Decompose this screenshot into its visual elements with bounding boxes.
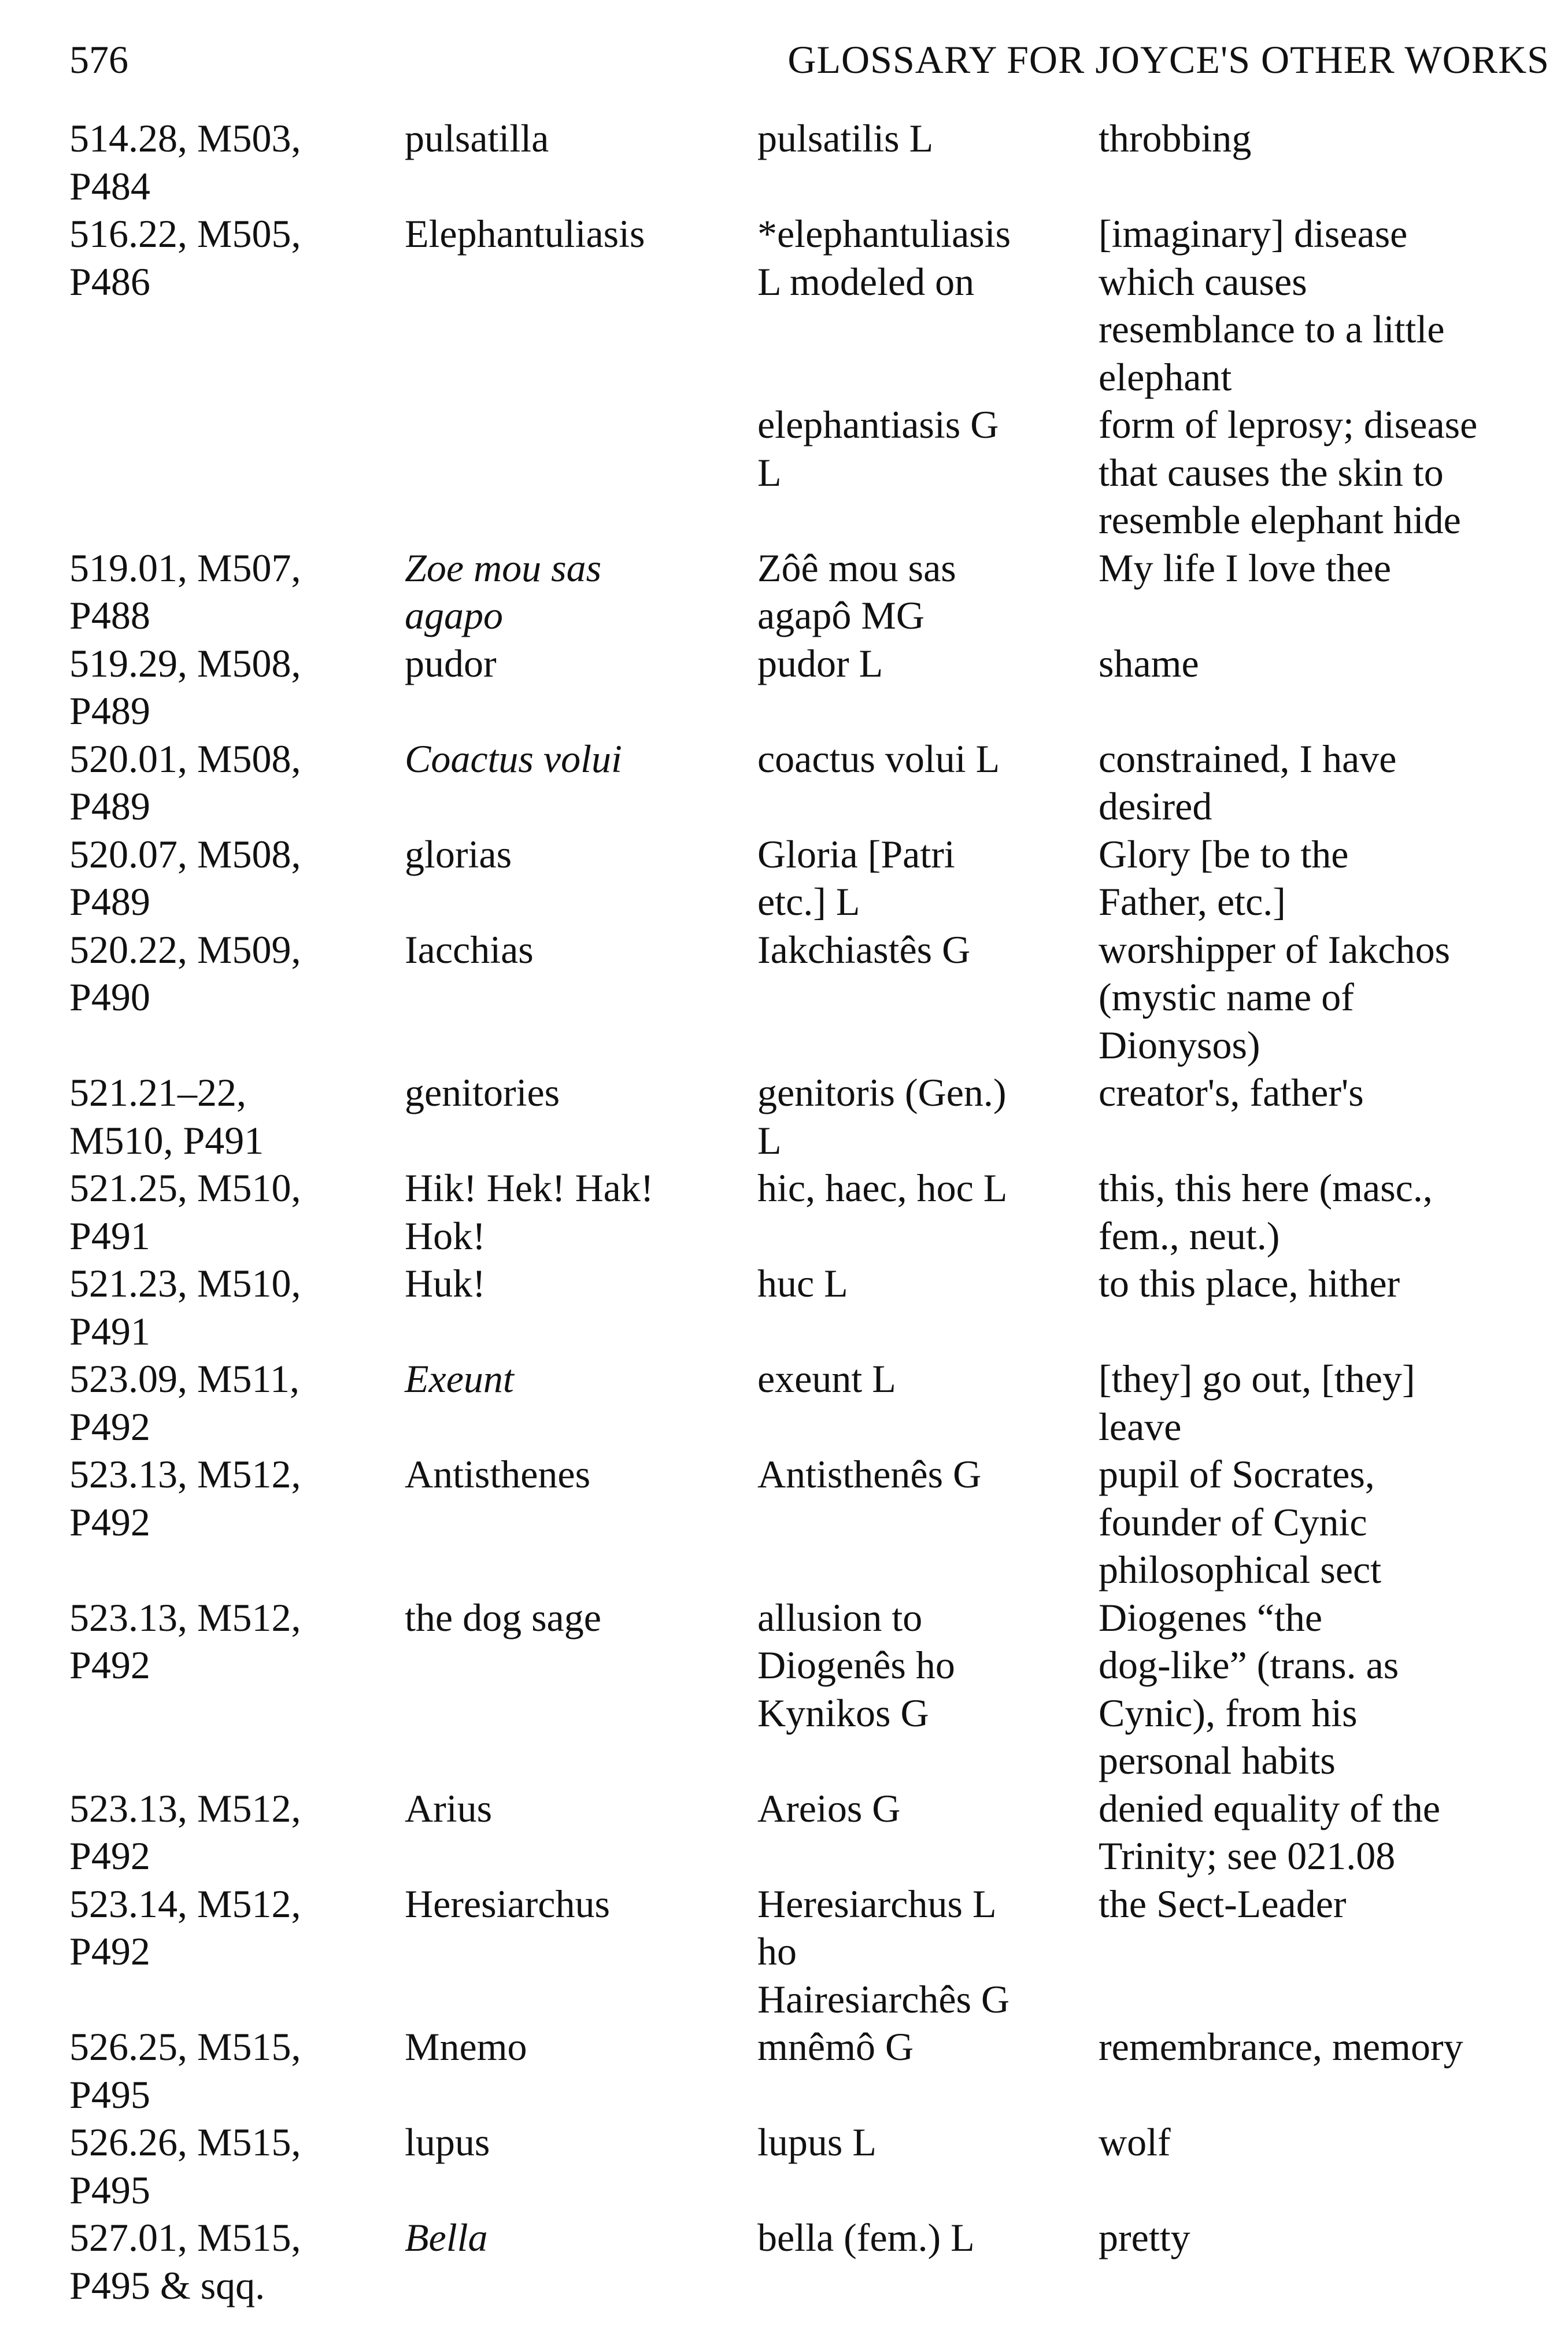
running-title: GLOSSARY FOR JOYCE'S OTHER WORKS bbox=[787, 38, 1549, 82]
entry-source: elephantiasis G L bbox=[757, 403, 999, 494]
entry-word: Heresiarchus bbox=[405, 1881, 610, 1926]
entry-source: Antisthenês G bbox=[757, 1452, 982, 1496]
glossary-entry bbox=[69, 1450, 1549, 1594]
entry-word: lupus bbox=[405, 2120, 490, 2164]
entry-gloss: to this place, hither bbox=[1099, 1261, 1400, 1305]
page-number: 576 bbox=[69, 38, 128, 82]
entry-reference: 523.14, M512, P492 bbox=[69, 1881, 301, 1973]
entry-word: Iacchias bbox=[405, 927, 534, 972]
entry-word: Mnemo bbox=[405, 2025, 527, 2069]
entry-word: glorias bbox=[405, 832, 512, 876]
entry-reference: 523.13, M512, P492 bbox=[69, 1786, 301, 1878]
entry-reference: 520.22, M509, P490 bbox=[69, 927, 301, 1019]
entry-gloss: Glory [be to the Father, etc.] bbox=[1099, 832, 1349, 924]
entry-source: hic, haec, hoc L bbox=[757, 1166, 1008, 1210]
entry-reference: 519.29, M508, P489 bbox=[69, 641, 301, 733]
entry-gloss: form of leprosy; disease that causes the skin to resemble elephant hide bbox=[1099, 403, 1478, 542]
entry-gloss: this, this here (masc., fem., neut.) bbox=[1099, 1166, 1433, 1258]
entry-word: the dog sage bbox=[405, 1595, 601, 1640]
entry-gloss: pretty bbox=[1099, 2216, 1190, 2259]
glossary-entry bbox=[69, 210, 1549, 401]
entry-reference: 521.21–22, M510, P491 bbox=[69, 1070, 264, 1162]
entry-reference: 519.01, M507, P488 bbox=[69, 545, 301, 637]
glossary-entry bbox=[69, 115, 1549, 210]
entry-reference: 526.26, M515, P495 bbox=[69, 2120, 301, 2212]
entry-reference: 526.25, M515, P495 bbox=[69, 2025, 301, 2117]
entry-word: Hik! Hek! Hak! Hok! bbox=[405, 1166, 654, 1258]
entry-reference: 521.25, M510, P491 bbox=[69, 1166, 301, 1258]
entry-gloss: [they] go out, [they] leave bbox=[1099, 1357, 1415, 1449]
entry-word: Arius bbox=[405, 1786, 493, 1830]
entry-gloss: Diogenes “the dog-like” (trans. as Cynic), from his personal habits bbox=[1099, 1595, 1399, 1782]
entry-source: mnêmô G bbox=[757, 2025, 914, 2069]
glossary-entry bbox=[69, 1069, 1549, 1164]
entry-source: allusion to Diogenês ho Kynikos G bbox=[757, 1595, 955, 1735]
glossary-entries bbox=[69, 115, 1549, 2309]
entry-reference: 521.23, M510, P491 bbox=[69, 1261, 301, 1353]
entry-word: pulsatilla bbox=[405, 116, 549, 160]
glossary-entry bbox=[69, 1164, 1549, 1260]
entry-reference: 527.01, M515, P495 & sqq. bbox=[69, 2216, 301, 2307]
entry-word: Zoe mou sas agapo bbox=[405, 545, 602, 637]
entry-reference: 514.28, M503, P484 bbox=[69, 116, 301, 208]
entry-gloss: the Sect-Leader bbox=[1099, 1881, 1347, 1926]
entry-gloss: denied equality of the Trinity; see 021.08 bbox=[1099, 1786, 1441, 1878]
entry-gloss: creator's, father's bbox=[1099, 1070, 1364, 1114]
entry-gloss: remembrance, memory bbox=[1099, 2025, 1463, 2069]
glossary-entry bbox=[69, 2118, 1549, 2214]
entry-source: coactus volui L bbox=[757, 736, 1000, 781]
glossary-entry bbox=[69, 1785, 1549, 1880]
entry-source: huc L bbox=[757, 1261, 848, 1305]
entry-word: pudor bbox=[405, 641, 497, 685]
entry-word: Coactus volui bbox=[405, 736, 622, 781]
entry-gloss: constrained, I have desired bbox=[1099, 736, 1397, 828]
entry-reference: 516.22, M505, P486 bbox=[69, 212, 301, 304]
glossary-entry bbox=[69, 1594, 1549, 1785]
entry-source: bella (fem.) L bbox=[757, 2216, 975, 2259]
entry-gloss: wolf bbox=[1099, 2120, 1171, 2164]
entry-source: genitoris (Gen.) L bbox=[757, 1070, 1007, 1162]
entry-word: Exeunt bbox=[405, 1357, 514, 1401]
entry-gloss: [imaginary] disease which causes resemblance to a little elephant bbox=[1099, 212, 1445, 399]
entry-reference: 523.09, M511, P492 bbox=[69, 1357, 299, 1449]
entry-gloss: shame bbox=[1099, 641, 1199, 685]
entry-word: Elephantuliasis bbox=[405, 212, 645, 256]
entry-source: lupus L bbox=[757, 2120, 877, 2164]
entry-reference: 523.13, M512, P492 bbox=[69, 1595, 301, 1687]
glossary-entry bbox=[69, 1260, 1549, 1355]
entry-source: *elephantuliasis L modeled on bbox=[757, 212, 1011, 304]
entry-source: pudor L bbox=[757, 641, 883, 685]
entry-word: Bella bbox=[405, 2216, 488, 2259]
entry-source: Heresiarchus L ho Hairesiarchês G bbox=[757, 1881, 1010, 2021]
glossary-entry bbox=[69, 2023, 1549, 2118]
glossary-entry bbox=[69, 926, 1549, 1069]
entry-gloss: My life I love thee bbox=[1099, 545, 1392, 590]
entry-word: Antisthenes bbox=[405, 1452, 591, 1496]
entry-gloss: pupil of Socrates, founder of Cynic philosophical sect bbox=[1099, 1452, 1382, 1592]
entry-source: Zôê mou sas agapô MG bbox=[757, 545, 956, 637]
entry-reference bbox=[69, 401, 405, 544]
entry-reference: 523.13, M512, P492 bbox=[69, 1452, 301, 1544]
entry-source: pulsatilis L bbox=[757, 116, 934, 160]
glossary-entry bbox=[69, 1880, 1549, 2024]
glossary-entry bbox=[69, 735, 1549, 830]
glossary-entry bbox=[69, 401, 1549, 544]
glossary-entry bbox=[69, 544, 1549, 640]
entry-gloss: worshipper of Iakchos (mystic name of Dionysos) bbox=[1099, 927, 1451, 1067]
entry-source: Areios G bbox=[757, 1786, 901, 1830]
entry-gloss: throbbing bbox=[1099, 116, 1252, 160]
entry-source: exeunt L bbox=[757, 1357, 896, 1401]
entry-source: Gloria [Patri etc.] L bbox=[757, 832, 955, 924]
entry-source: Iakchiastês G bbox=[757, 927, 971, 972]
entry-word: Huk! bbox=[405, 1261, 486, 1305]
entry-reference: 520.01, M508, P489 bbox=[69, 736, 301, 828]
entry-word: genitories bbox=[405, 1070, 560, 1114]
glossary-entry bbox=[69, 830, 1549, 926]
glossary-entry bbox=[69, 2214, 1549, 2309]
entry-reference: 520.07, M508, P489 bbox=[69, 832, 301, 924]
entry-word bbox=[405, 401, 757, 544]
glossary-entry bbox=[69, 1355, 1549, 1450]
glossary-entry bbox=[69, 640, 1549, 735]
page-header bbox=[69, 28, 1549, 91]
